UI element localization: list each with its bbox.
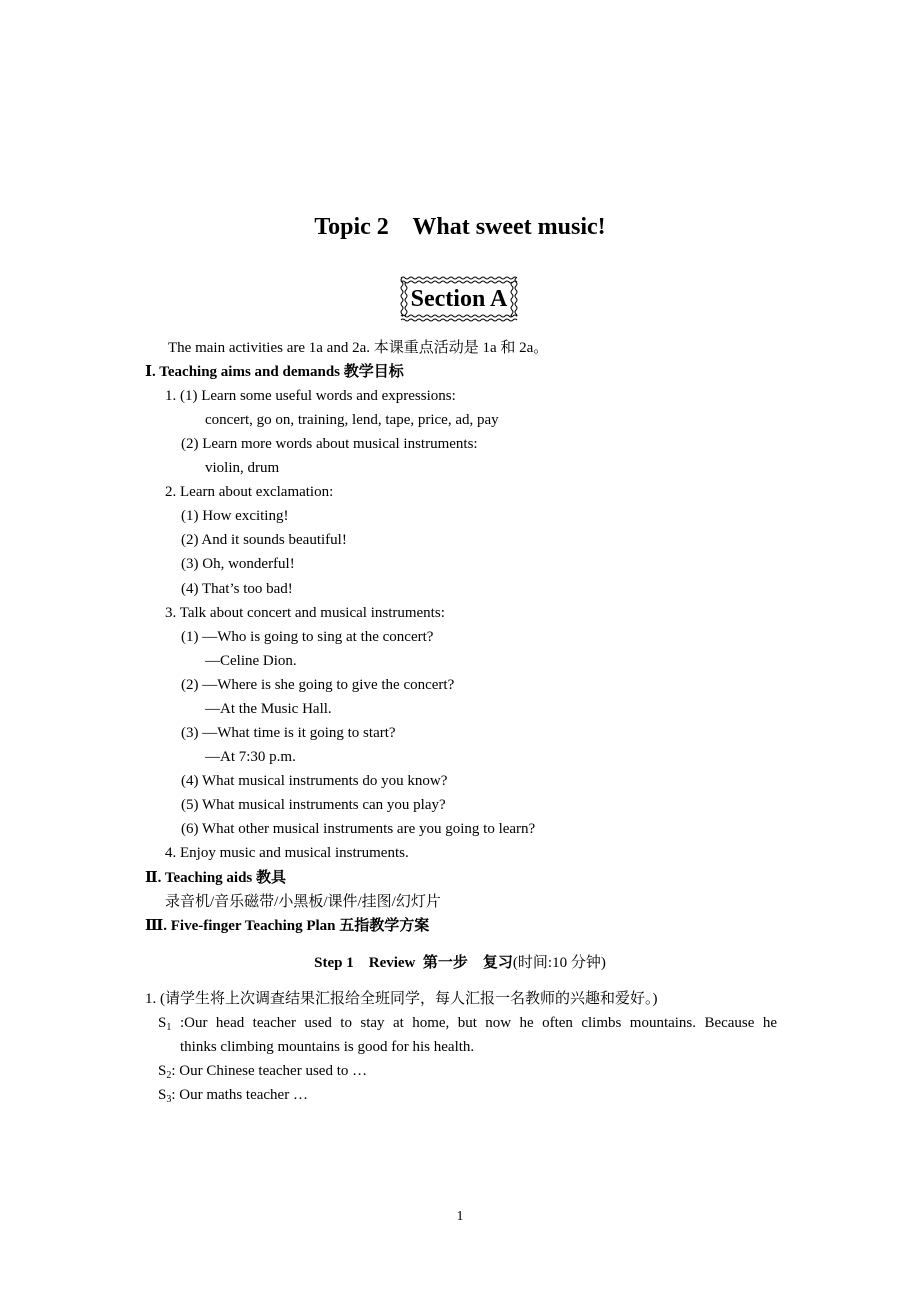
aim-1-1-words: concert, go on, training, lend, tape, price, ad, pay bbox=[205, 412, 499, 428]
aim-2: 2. Learn about exclamation: bbox=[165, 484, 334, 500]
student-2-line bbox=[158, 1061, 367, 1081]
student-3-number: 3 bbox=[166, 1094, 172, 1105]
aim-3-1-answer: —Celine Dion. bbox=[205, 653, 297, 669]
aim-3-2-answer: —At the Music Hall. bbox=[205, 701, 332, 717]
heading-teaching-aims: Ⅰ. Teaching aims and demands 教学目标 bbox=[145, 364, 404, 380]
aim-3-6: (6) What other musical instruments are you going to learn? bbox=[181, 821, 536, 837]
student-1-line-1: :Our head teacher used to stay at home, but now he often climbs mountains. Because he bbox=[180, 1015, 777, 1031]
aim-1-2: (2) Learn more words about musical instruments: bbox=[181, 436, 478, 452]
aim-3-3-answer: —At 7:30 p.m. bbox=[205, 749, 296, 765]
step-1-time: (时间:10 分钟) bbox=[512, 955, 606, 971]
student-1-number: 1 bbox=[166, 1022, 172, 1033]
step-1-title: Step 1 Review 第一步 复习 bbox=[314, 955, 513, 971]
aim-2-4: (4) That’s too bad! bbox=[181, 581, 293, 597]
aim-3-3-question: (3) —What time is it going to start? bbox=[181, 725, 396, 741]
heading-teaching-aids: Ⅱ. Teaching aids 教具 bbox=[145, 870, 287, 886]
student-1-label bbox=[158, 1013, 171, 1033]
aim-3-4: (4) What musical instruments do you know? bbox=[181, 773, 448, 789]
section-label: Section A bbox=[410, 286, 508, 312]
aim-1-1: 1. (1) Learn some useful words and expressions: bbox=[165, 388, 456, 404]
aim-3-5: (5) What musical instruments can you play? bbox=[181, 797, 446, 813]
aim-2-2: (2) And it sounds beautiful! bbox=[181, 532, 347, 548]
student-2-text: : Our Chinese teacher used to … bbox=[171, 1063, 368, 1079]
heading-five-finger-plan: Ⅲ. Five-finger Teaching Plan 五指教学方案 bbox=[145, 918, 430, 934]
student-3-line bbox=[158, 1085, 308, 1105]
student-1-line-2: thinks climbing mountains is good for his health. bbox=[180, 1039, 475, 1055]
teaching-aids-list: 录音机/音乐磁带/小黑板/课件/挂图/幻灯片 bbox=[165, 894, 441, 910]
section-a-badge bbox=[399, 275, 519, 323]
topic-title: Topic 2 What sweet music! bbox=[314, 214, 606, 240]
aim-2-1: (1) How exciting! bbox=[181, 508, 289, 524]
student-3-letter: S bbox=[158, 1087, 167, 1103]
aim-4: 4. Enjoy music and musical instruments. bbox=[165, 845, 409, 861]
student-1-letter: S bbox=[158, 1015, 167, 1031]
aim-1-2-words: violin, drum bbox=[205, 460, 280, 476]
page-number: 1 bbox=[456, 1209, 464, 1224]
aim-2-3: (3) Oh, wonderful! bbox=[181, 556, 295, 572]
aim-3: 3. Talk about concert and musical instruments: bbox=[165, 605, 445, 621]
intro-text: The main activities are 1a and 2a. 本课重点活动是 1a 和 2a。 bbox=[168, 340, 549, 356]
step-1-instruction: 1. (请学生将上次调查结果汇报给全班同学，每人汇报一名教师的兴趣和爱好。) bbox=[145, 991, 658, 1007]
student-2-number: 2 bbox=[166, 1070, 172, 1081]
student-2-letter: S bbox=[158, 1063, 167, 1079]
aim-3-1-question: (1) —Who is going to sing at the concert? bbox=[181, 629, 434, 645]
aim-3-2-question: (2) —Where is she going to give the concert? bbox=[181, 677, 455, 693]
step-1-heading bbox=[0, 953, 920, 973]
student-3-text: : Our maths teacher … bbox=[171, 1087, 308, 1103]
